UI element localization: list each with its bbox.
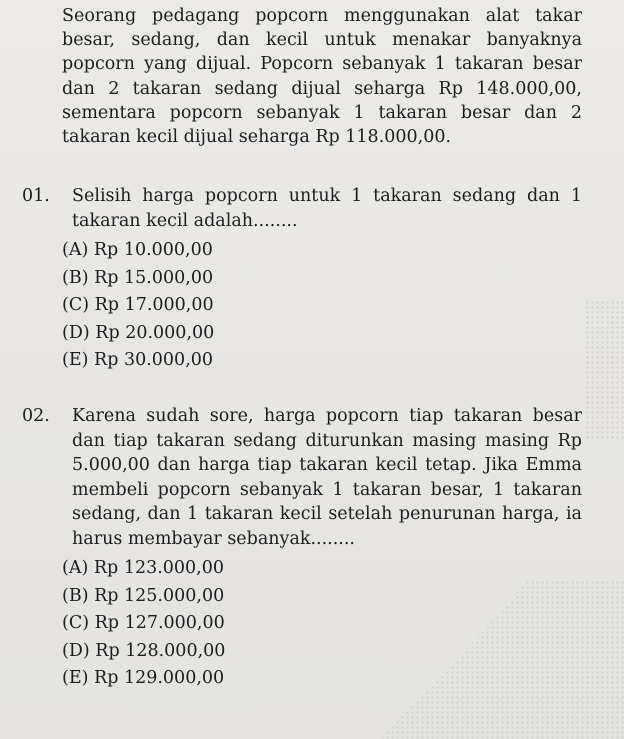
- question-number: 01.: [22, 186, 50, 206]
- question-1: [22, 184, 582, 375]
- halftone-pattern: [585, 300, 624, 440]
- question-number: 02.: [22, 406, 50, 426]
- option-a[interactable]: (A) Rp 123.000,00: [62, 558, 225, 578]
- option-b[interactable]: (B) Rp 125.000,00: [62, 585, 225, 606]
- question-text: Selisih harga popcorn untuk 1 takaran sedang dan 1 takaran kecil adalah........: [72, 186, 582, 231]
- answer-options: [62, 237, 582, 375]
- option-e[interactable]: (E) Rp 129.000,00: [62, 668, 225, 688]
- option-b[interactable]: (B) Rp 15.000,00: [62, 267, 214, 288]
- question-text: Karena sudah sore, harga popcorn tiap takaran besar dan tiap takaran sedang diturunkan masing masing Rp 5.000,00 dan harga tiap takaran kecil tetap. Jika Emma membeli popcorn sebanyak 1 takaran besar, 1 takaran sedang, dan 1 takaran kecil setelah penurunan harga, ia harus membayar sebanyak........: [72, 406, 582, 549]
- option-c[interactable]: (C) Rp 127.000,00: [62, 613, 225, 633]
- answer-options: [62, 555, 582, 693]
- option-d[interactable]: (D) Rp 20.000,00: [62, 322, 215, 343]
- option-c[interactable]: (C) Rp 17.000,00: [62, 295, 214, 315]
- question-2: [22, 404, 582, 693]
- option-a[interactable]: (A) Rp 10.000,00: [62, 240, 213, 260]
- option-e[interactable]: (E) Rp 30.000,00: [62, 350, 214, 370]
- problem-intro: Seorang pedagang popcorn menggunakan alat takar besar, sedang, dan kecil untuk menakar banyaknya popcorn yang dijual. Popcorn sebanyak 1 takaran besar dan 2 takaran sedang dijual seharga Rp 148.000,00, sementara popcorn sebanyak 1 takaran besar dan 2 takaran kecil dijual seharga Rp 118.000,00.: [62, 6, 582, 148]
- option-d[interactable]: (D) Rp 128.000,00: [62, 640, 226, 661]
